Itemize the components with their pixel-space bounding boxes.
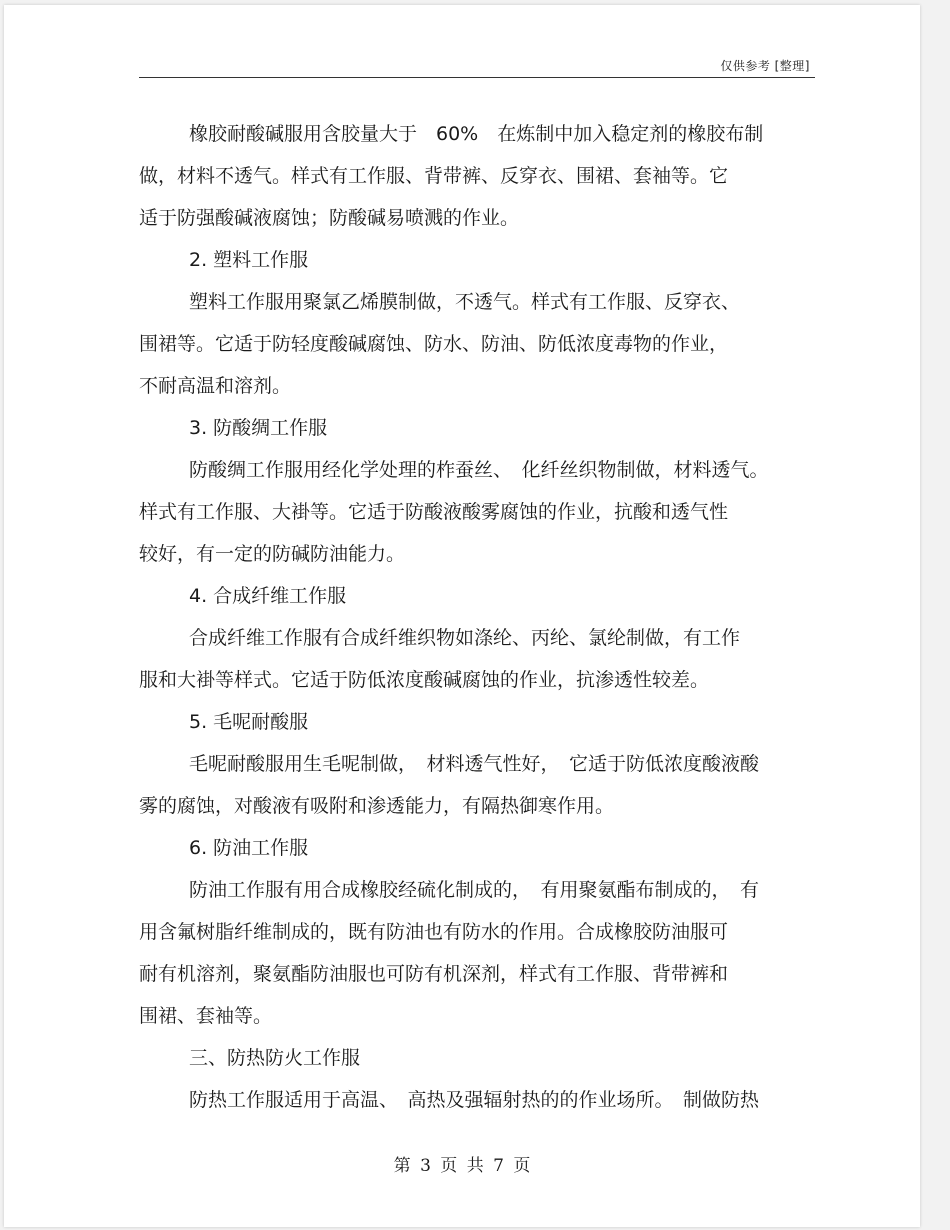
paragraph-line: 围裙、套袖等。: [139, 1005, 273, 1027]
header-note: 仅供参考 [整理]: [720, 59, 810, 73]
paragraph-line: 不耐高温和溶剂。: [139, 375, 292, 397]
section-heading: 5. 毛呢耐酸服: [189, 711, 309, 733]
section-heading: 3. 防酸绸工作服: [189, 417, 328, 439]
paragraph-line: 塑料工作服用聚氯乙烯膜制做，不透气。样式有工作服、反穿衣、: [189, 291, 741, 313]
document-body: [139, 113, 815, 1121]
paragraph-line: 合成纤维工作服有合成纤维织物如涤纶、丙纶、氯纶制做，有工作: [189, 627, 741, 649]
paragraph-line: 围裙等。它适于防轻度酸碱腐蚀、防水、防油、防低浓度毒物的作业，: [139, 333, 729, 355]
paragraph-line: 适于防强酸碱液腐蚀；防酸碱易喷溅的作业。: [139, 207, 520, 229]
paragraph-line: 橡胶耐酸碱服用含胶量大于 60% 在炼制中加入稳定剂的橡胶布制: [189, 123, 764, 145]
document-page: [4, 5, 920, 1227]
paragraph-line: 耐有机溶剂，聚氨酯防油服也可防有机深剂，样式有工作服、背带裤和: [139, 963, 729, 985]
paragraph-line: 防酸绸工作服用经化学处理的柞蚕丝、 化纤丝织物制做，材料透气。: [189, 459, 769, 481]
paragraph-line: 防油工作服有用合成橡胶经硫化制成的， 有用聚氨酯布制成的， 有: [189, 879, 760, 901]
section-heading: 三、防热防火工作服: [189, 1047, 361, 1069]
page-number-footer: 第 3 页 共 7 页: [393, 1156, 531, 1176]
paragraph-line: 较好，有一定的防碱防油能力。: [139, 543, 406, 565]
paragraph-line: 做，材料不透气。样式有工作服、背带裤、反穿衣、围裙、套袖等。它: [139, 165, 729, 187]
paragraph-line: 毛呢耐酸服用生毛呢制做， 材料透气性好， 它适于防低浓度酸液酸: [189, 753, 760, 775]
paragraph-line: 雾的腐蚀，对酸液有吸附和渗透能力，有隔热御寒作用。: [139, 795, 615, 817]
header-divider: [139, 77, 815, 78]
section-heading: 6. 防油工作服: [189, 837, 309, 859]
paragraph-line: 服和大褂等样式。它适于防低浓度酸碱腐蚀的作业，抗渗透性较差。: [139, 669, 710, 691]
paragraph-line: 用含氟树脂纤维制成的，既有防油也有防水的作用。合成橡胶防油服可: [139, 921, 729, 943]
paragraph-line: 防热工作服适用于高温、 高热及强辐射热的的作业场所。 制做防热: [189, 1089, 760, 1111]
section-heading: 4. 合成纤维工作服: [189, 585, 347, 607]
paragraph-line: 样式有工作服、大褂等。它适于防酸液酸雾腐蚀的作业，抗酸和透气性: [139, 501, 729, 523]
section-heading: 2. 塑料工作服: [189, 249, 309, 271]
